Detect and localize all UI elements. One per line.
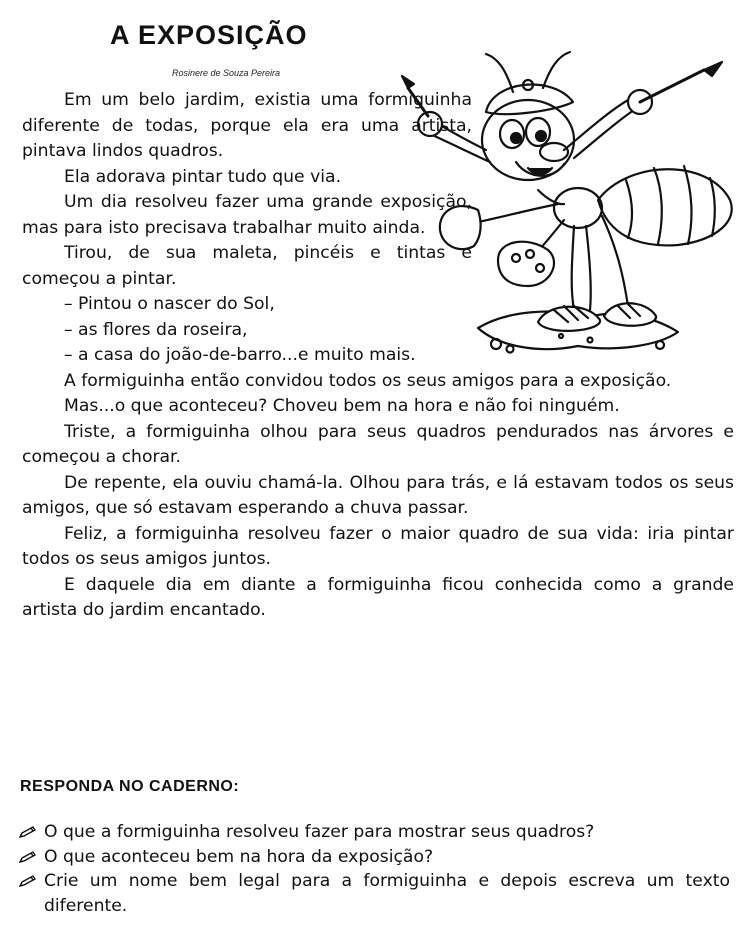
exercise-heading: RESPONDA NO CADERNO: [20,778,240,795]
story-paragraph: Feliz, a formiguinha resolveu fazer o maior quadro de sua vida: iria pintar todos os seus amigos juntos. [22,523,734,569]
question-text: O que a formiguinha resolveu fazer para mostrar seus quadros? [44,822,595,842]
story-paragraph: De repente, ela ouviu chamá-la. Olhou para trás, e lá estavam todos os seus amigos, que só estavam esperando a chuva passar. [22,472,734,518]
question-item [18,869,730,918]
story-paragraph: Triste, a formiguinha olhou para seus quadros pendurados nas árvores e começou a chorar. [22,421,734,467]
story-paragraph: Um dia resolveu fazer uma grande exposição, mas para isto precisava trabalhar muito ainda. [22,192,472,238]
pencil-icon [18,825,38,839]
question-text: O que aconteceu bem na hora da exposição? [44,846,434,867]
pencil-icon [18,874,38,888]
author-credit: Rosinere de Souza Pereira [172,68,281,78]
story-paragraph: Mas...o que aconteceu? Choveu bem na hora e não foi ninguém. [64,396,620,416]
story-list-item: – a casa do joão-de-barro...e muito mais. [64,345,416,365]
story-paragraph: E daquele dia em diante a formiguinha ficou conhecida como a grande artista do jardim encantado. [22,574,734,620]
story-paragraph: Tirou, de sua maleta, pincéis e tintas e começou a pintar. [22,243,472,289]
pencil-icon [18,850,38,864]
story-list-item: – Pintou o nascer do Sol, [64,294,275,314]
question-item [18,845,730,870]
story-paragraph: A formiguinha então convidou todos os seus amigos para a exposição. [64,370,672,391]
story-body [22,88,734,624]
story-paragraph: Ela adorava pintar tudo que via. [64,166,342,187]
question-text: Crie um nome bem legal para a formiguinha e depois escreva um texto diferente. [44,871,730,916]
question-list [18,820,730,918]
story-list-item: – as flores da roseira, [64,319,248,340]
story-paragraph: Em um belo jardim, existia uma formiguinha diferente de todas, porque ela era uma artista, pintava lindos quadros. [22,90,472,161]
question-item [18,820,730,845]
page-title: A EXPOSIÇÃO [110,20,308,50]
